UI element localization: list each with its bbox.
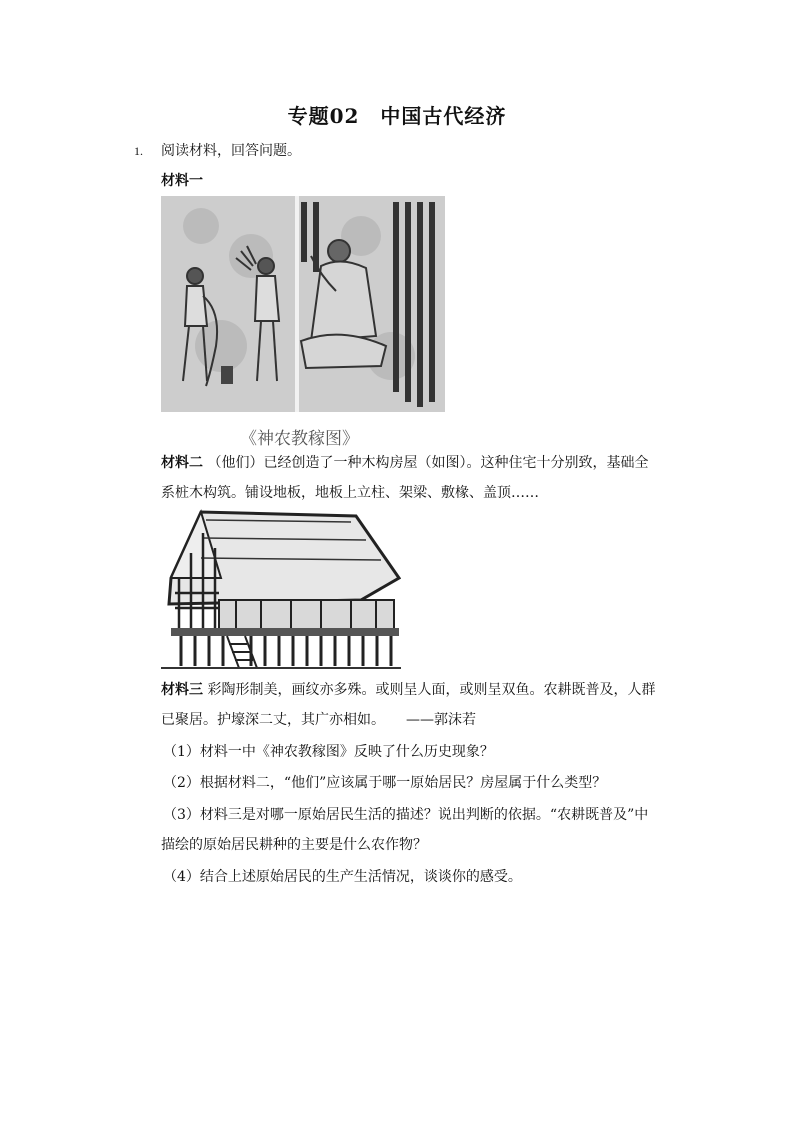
shennong-painting-image: [161, 196, 445, 412]
question-number: 1.: [134, 144, 143, 158]
material2-line1: [161, 453, 648, 473]
question-1: （1）材料一中《神农教稼图》反映了什么历史现象？: [163, 744, 494, 760]
material3-text-line2: 已聚居。护壕深二丈，其广亦相如。 ——郭沫若: [161, 712, 476, 728]
question-4: （4）结合上述原始居民的生产生活情况，谈谈你的感受。: [163, 869, 522, 885]
material3-text-line1: 彩陶形制美，画纹亦多殊。或则呈人面，或则呈双鱼。农耕既普及，人群: [207, 682, 656, 698]
question-3-line1: （3）材料三是对哪一原始居民生活的描述？说出判断的依据。“农耕既普及”中: [163, 807, 649, 823]
material2-text-line2: 系桩木构筑。铺设地板，地板上立柱、架梁、敷椽、盖顶……: [161, 485, 539, 501]
question-3-line2: 描绘的原始居民耕种的主要是什么农作物？: [161, 837, 427, 853]
material3-label: 材料三: [161, 682, 203, 698]
page-title: 专题02 中国古代经济: [287, 104, 507, 128]
question-2: （2）根据材料二，“他们”应该属于哪一原始居民？房屋属于什么类型？: [163, 775, 607, 791]
material2-text-line1: （他们）已经创造了一种木构房屋（如图）。这种住宅十分别致，基础全: [207, 455, 649, 471]
stilt-house-image: [161, 508, 401, 670]
question-intro: 阅读材料，回答问题。: [161, 143, 301, 159]
material1-caption: 《神农教稼图》: [240, 429, 359, 449]
material1-label: 材料一: [161, 173, 203, 189]
material3-line1: [161, 680, 655, 700]
material2-label: 材料二: [161, 455, 203, 471]
